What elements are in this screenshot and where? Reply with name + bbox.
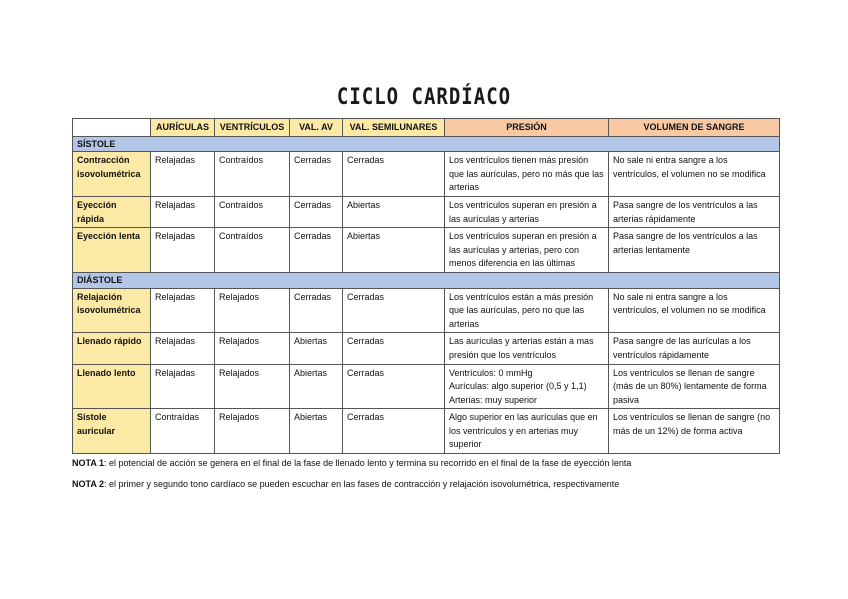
cell-phase: Llenado rápido (73, 333, 151, 364)
section-row (73, 272, 780, 288)
cell-val-av: Abiertas (290, 333, 343, 364)
cell-presion: Los ventrículos superan en presión a las aurículas y arterias, pero con menos diferencia en las últimas (445, 228, 609, 273)
cell-val-av: Cerradas (290, 288, 343, 333)
table-body (73, 136, 780, 453)
header-presion: PRESIÓN (445, 119, 609, 137)
header-blank-cell (73, 119, 151, 137)
header-ventriculos: VENTRÍCULOS (215, 119, 290, 137)
table-row (73, 409, 780, 454)
cell-phase: Contracción isovolumétrica (73, 152, 151, 197)
cell-volumen: Pasa sangre de las aurículas a los ventrículos rápidamente (609, 333, 780, 364)
header-volumen: VOLUMEN DE SANGRE (609, 119, 780, 137)
cell-ventriculos: Contraídos (215, 196, 290, 227)
cell-presion: Las aurículas y arterias están a mas presión que los ventrículos (445, 333, 609, 364)
header-val-semilunares: VAL. SEMILUNARES (343, 119, 445, 137)
table-row (73, 196, 780, 227)
cell-auriculas: Relajadas (151, 288, 215, 333)
cell-val-semilunares: Abiertas (343, 196, 445, 227)
header-auriculas: AURÍCULAS (151, 119, 215, 137)
cell-val-av: Abiertas (290, 409, 343, 454)
note-1 (72, 458, 792, 468)
cell-auriculas: Relajadas (151, 152, 215, 197)
cell-ventriculos: Relajados (215, 288, 290, 333)
cell-presion: Los ventrículos tienen más presión que las aurículas, pero no más que las arterias (445, 152, 609, 197)
cell-presion: Ventrículos: 0 mmHg Aurículas: algo superior (0,5 y 1,1) Arterias: muy superior (445, 364, 609, 409)
cell-ventriculos: Contraídos (215, 152, 290, 197)
cell-phase: Llenado lento (73, 364, 151, 409)
cell-volumen: No sale ni entra sangre a los ventrículos, el volumen no se modifica (609, 152, 780, 197)
cell-phase: Eyección rápida (73, 196, 151, 227)
cell-volumen: Los ventrículos se llenan de sangre (no más de un 12%) de forma activa (609, 409, 780, 454)
cell-presion: Algo superior en las aurículas que en los ventrículos y en arterias muy superior (445, 409, 609, 454)
cell-phase: Sístole auricular (73, 409, 151, 454)
section-label: SÍSTOLE (73, 136, 780, 152)
cell-volumen: No sale ni entra sangre a los ventrículos, el volumen no se modifica (609, 288, 780, 333)
cell-ventriculos: Contraídos (215, 228, 290, 273)
table-row (73, 364, 780, 409)
table-row (73, 333, 780, 364)
page-title: CICLO CARDÍACO (336, 84, 512, 110)
cell-phase: Eyección lenta (73, 228, 151, 273)
table-row (73, 288, 780, 333)
cell-volumen: Pasa sangre de los ventrículos a las arterias lentamente (609, 228, 780, 273)
section-label: DIÁSTOLE (73, 272, 780, 288)
cell-ventriculos: Relajados (215, 409, 290, 454)
header-val-av: VAL. AV (290, 119, 343, 137)
cell-auriculas: Relajadas (151, 333, 215, 364)
cell-ventriculos: Relajados (215, 333, 290, 364)
cell-auriculas: Relajadas (151, 228, 215, 273)
notes-section (72, 458, 792, 500)
cell-volumen: Pasa sangre de los ventrículos a las arterias rápidamente (609, 196, 780, 227)
cell-val-av: Cerradas (290, 228, 343, 273)
cell-val-semilunares: Cerradas (343, 364, 445, 409)
cell-val-av: Cerradas (290, 196, 343, 227)
cell-phase: Relajación isovolumétrica (73, 288, 151, 333)
note-2-label: NOTA 2 (72, 479, 105, 489)
cell-val-semilunares: Cerradas (343, 333, 445, 364)
cell-val-av: Abiertas (290, 364, 343, 409)
note-1-label: NOTA 1 (72, 458, 105, 468)
section-row (73, 136, 780, 152)
cell-val-semilunares: Cerradas (343, 409, 445, 454)
cell-presion: Los ventrículos superan en presión a las aurículas y arterias (445, 196, 609, 227)
cell-auriculas: Relajadas (151, 364, 215, 409)
table-row (73, 228, 780, 273)
table-row (73, 152, 780, 197)
note-2-text: : el primer y segundo tono cardíaco se pueden escuchar en las fases de contracción y relajación isovolumétrica, respectivamente (104, 479, 620, 489)
cell-volumen: Los ventrículos se llenan de sangre (más de un 80%) lentamente de forma pasiva (609, 364, 780, 409)
note-2 (72, 479, 792, 489)
table-header-row (73, 119, 780, 137)
cell-val-semilunares: Cerradas (343, 288, 445, 333)
note-1-text: : el potencial de acción se genera en el final de la fase de llenado lento y termina su recorrido en el final de la fase de eyección lenta (104, 458, 632, 468)
cell-val-av: Cerradas (290, 152, 343, 197)
cell-auriculas: Relajadas (151, 196, 215, 227)
cell-presion: Los ventrículos están a más presión que las aurículas, pero no que las arterias (445, 288, 609, 333)
cell-val-semilunares: Abiertas (343, 228, 445, 273)
cell-ventriculos: Relajados (215, 364, 290, 409)
cell-val-semilunares: Cerradas (343, 152, 445, 197)
cell-auriculas: Contraídas (151, 409, 215, 454)
cardiac-cycle-table (72, 118, 780, 454)
